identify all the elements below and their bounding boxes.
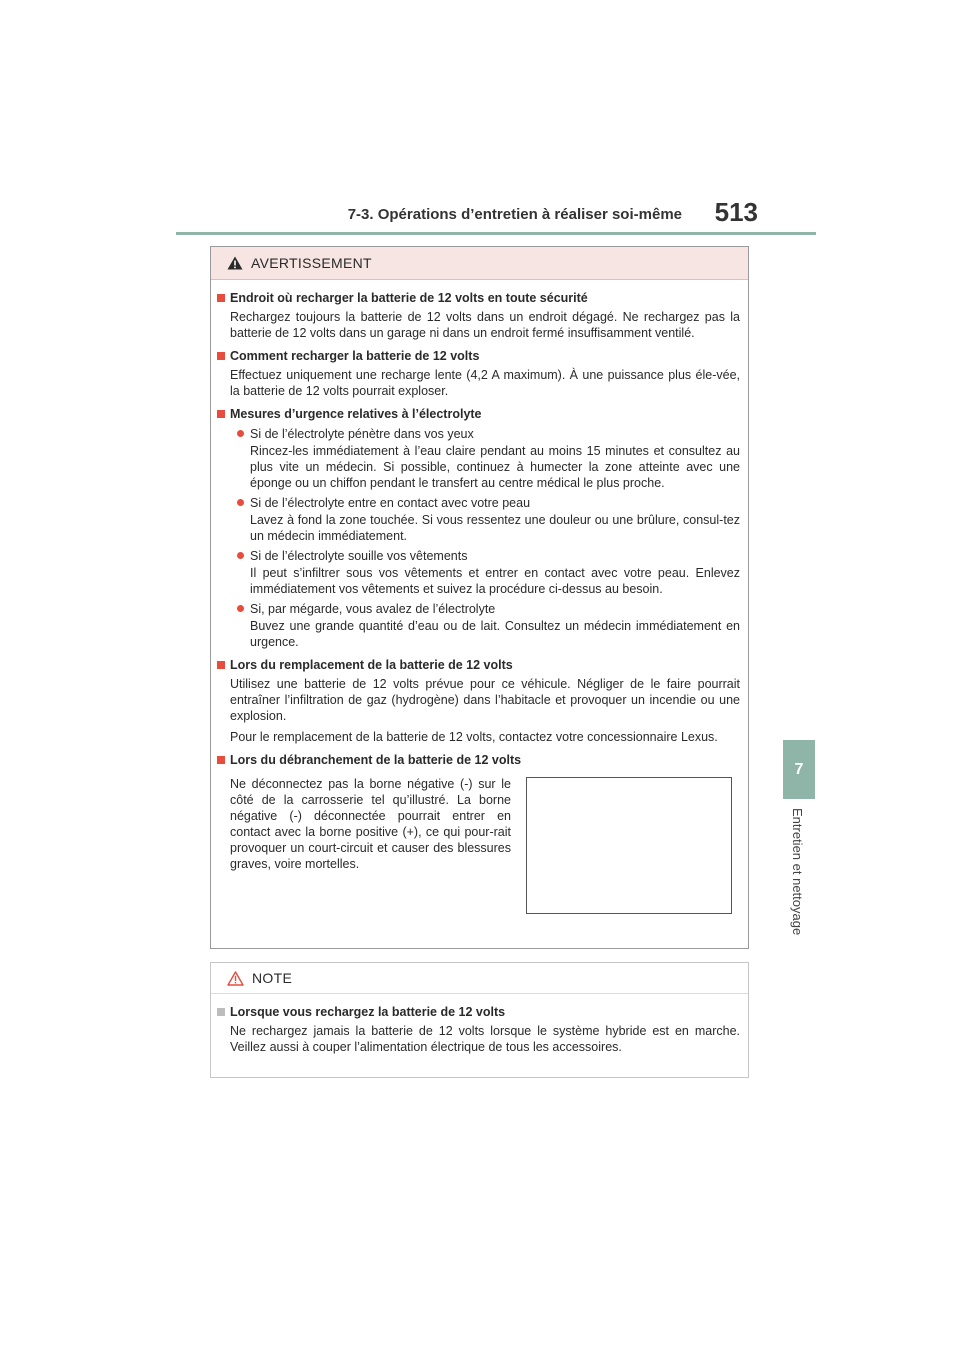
- section-heading-text: Lors du remplacement de la batterie de 12 volts: [230, 658, 513, 672]
- list-item: [237, 601, 740, 650]
- warning-triangle-icon: [227, 256, 243, 270]
- section-heading-text: Lors du débranchement de la batterie de 12 volts: [230, 753, 522, 767]
- section-text: Effectuez uniquement une recharge lente (4,2 A maximum). À une puissance plus éle-vée, la batterie de 12 volts pourrait exploser.: [230, 368, 740, 398]
- section-title: 7-3. Opérations d’entretien à réaliser soi-même: [347, 206, 682, 223]
- section-text: Ne déconnectez pas la borne négative (-) sur le côté de la carrosserie tel qu’illustré. La borne négative (-) déconnectée pourrait entrer en contact avec la borne positive (+), ce qui pour-rait provoquer un court-circuit et causer des blessures graves, voire mortelles.: [230, 777, 511, 871]
- section-text: Pour le remplacement de la batterie de 12 volts, contactez votre concessionnaire Lexus.: [230, 730, 718, 744]
- list-item: [237, 548, 740, 597]
- square-bullet-icon: [217, 352, 225, 360]
- round-bullet-icon: [237, 430, 244, 437]
- note-body: [211, 994, 748, 1055]
- chapter-tab: 7: [783, 740, 815, 799]
- section-heading: [217, 406, 740, 422]
- warning-body: [211, 280, 748, 914]
- chapter-label: Entretien et nettoyage: [790, 808, 805, 936]
- list-item-label: Si de l’électrolyte pénètre dans vos yeux: [250, 427, 474, 441]
- section-heading-text: Mesures d’urgence relatives à l’électrolyte: [230, 407, 482, 421]
- round-bullet-icon: [237, 605, 244, 612]
- note-header: [211, 963, 748, 994]
- warning-heading: AVERTISSEMENT: [251, 255, 372, 271]
- section-heading: [217, 1004, 740, 1020]
- caution-triangle-icon: [227, 971, 244, 986]
- section-heading-text: Comment recharger la batterie de 12 volts: [230, 349, 480, 363]
- list-item-text: Rincez-les immédiatement à l’eau claire pendant au moins 15 minutes et consultez au plus vite un médecin. Si possible, continuez à humecter la zone atteinte avec une éponge ou un chiffon pendant le transfert au centre médical le plus proche.: [250, 444, 740, 490]
- square-bullet-icon: [217, 661, 225, 669]
- square-bullet-icon: [217, 756, 225, 764]
- text-with-figure: [230, 776, 740, 914]
- list-item-text: Il peut s’infiltrer sous vos vêtements et entrer en contact avec votre peau. Enlevez immédiatement vos vêtements et suivez la procédure ci-dessus au besoin.: [250, 566, 740, 596]
- section-text: Utilisez une batterie de 12 volts prévue pour ce véhicule. Négliger de le faire pourrait entraîner l’infiltration de gaz (hydrogène) dans l’habitacle et provoquer un incendie ou une explosion.: [230, 677, 740, 723]
- note-box: [210, 962, 749, 1078]
- section-heading: [217, 657, 740, 673]
- page-header: [176, 0, 816, 236]
- list-item: [237, 495, 740, 544]
- square-bullet-icon: [217, 410, 225, 418]
- section-heading: [217, 752, 740, 768]
- round-bullet-icon: [237, 499, 244, 506]
- list-item-label: Si de l’électrolyte entre en contact avec votre peau: [250, 496, 531, 510]
- section-text: Ne rechargez jamais la batterie de 12 volts lorsque le système hybride est en marche. Veillez aussi à couper l’alimentation électrique de tous les accessoires.: [230, 1024, 740, 1054]
- section-heading-text: Endroit où recharger la batterie de 12 volts en toute sécurité: [230, 291, 588, 305]
- note-heading: NOTE: [252, 970, 293, 986]
- list-item-label: Si de l’électrolyte souille vos vêtements: [250, 549, 468, 563]
- section-heading: [217, 348, 740, 364]
- illustration-frame: [526, 777, 732, 914]
- list-item-text: Buvez une grande quantité d’eau ou de lait. Consultez un médecin immédiatement en urgence.: [250, 619, 740, 649]
- section-heading: [217, 290, 740, 306]
- header-rule: [176, 232, 816, 235]
- section-text: Rechargez toujours la batterie de 12 volts dans un endroit dégagé. Ne rechargez pas la batterie de 12 volts dans un garage ni dans un endroit fermé insuffisamment ventilé.: [230, 310, 740, 340]
- warning-box: [210, 246, 749, 949]
- square-bullet-icon: [217, 1008, 225, 1016]
- page-number: 513: [714, 197, 758, 227]
- list-item-text: Lavez à fond la zone touchée. Si vous ressentez une douleur ou une brûlure, consul-tez un médecin immédiatement.: [250, 513, 740, 543]
- section-heading-text: Lorsque vous rechargez la batterie de 12 volts: [230, 1005, 506, 1019]
- round-bullet-icon: [237, 552, 244, 559]
- list-item-label: Si, par mégarde, vous avalez de l’électrolyte: [250, 602, 496, 616]
- list-item: [237, 426, 740, 491]
- warning-header: [211, 247, 748, 280]
- square-bullet-icon: [217, 294, 225, 302]
